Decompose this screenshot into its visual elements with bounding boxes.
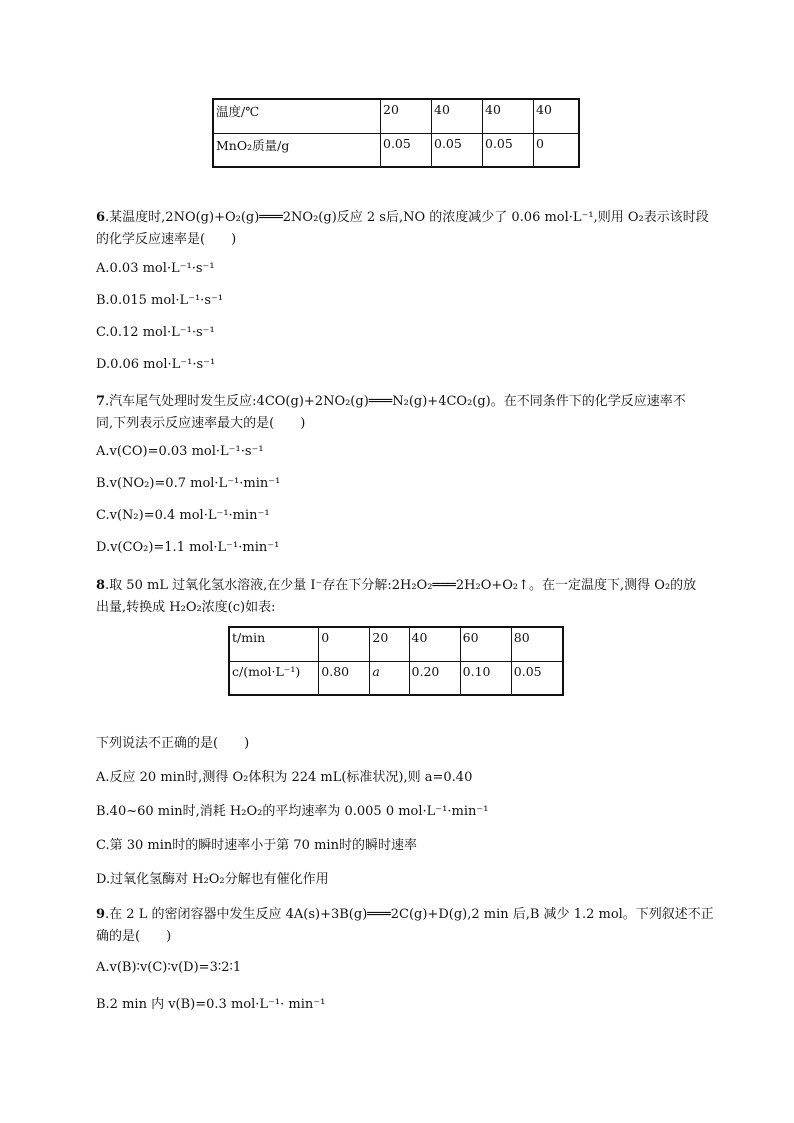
question-number: 8 bbox=[96, 578, 106, 593]
q9-stem-line2: 确的是( ) bbox=[96, 929, 172, 944]
q9-stem-line1 bbox=[96, 903, 714, 922]
q7-option-c: C.v(N₂)=0.4 mol·L⁻¹·min⁻¹ bbox=[96, 508, 270, 523]
table-cell: 20 bbox=[370, 627, 409, 661]
q9-stem-text: .在 2 L 的密闭容器中发生反应 4A(s)+3B(g)═══2C(g)+D(g),2 min 后,B 减少 1.2 mol。下列叙述不正 bbox=[105, 907, 714, 922]
table-cell: a bbox=[370, 661, 409, 695]
q6-option-c: C.0.12 mol·L⁻¹·s⁻¹ bbox=[96, 325, 215, 340]
table-cell: 80 bbox=[511, 627, 563, 661]
question-number: 7 bbox=[96, 394, 106, 409]
q7-option-b: B.v(NO₂)=0.7 mol·L⁻¹·min⁻¹ bbox=[96, 476, 281, 491]
table-cell: 0.05 bbox=[483, 133, 534, 167]
q6-stem-text: .某温度时,2NO(g)+O₂(g)═══2NO₂(g)反应 2 s后,NO 的浓度减少了 0.06 mol·L⁻¹,则用 O₂表示该时段 bbox=[105, 210, 709, 225]
q8-option-d: D.过氧化氢酶对 H₂O₂分解也有催化作用 bbox=[96, 872, 329, 887]
table-cell: 40 bbox=[483, 99, 534, 133]
table-row bbox=[213, 133, 579, 167]
temperature-mno2-table bbox=[212, 98, 580, 168]
q8-question: 下列说法不正确的是( ) bbox=[96, 736, 250, 751]
table-cell: 40 bbox=[432, 99, 483, 133]
table-cell: 60 bbox=[460, 627, 511, 661]
table-cell: 20 bbox=[381, 99, 432, 133]
q6-stem-line2: 的化学反应速率是( ) bbox=[96, 232, 237, 247]
q7-option-a: A.v(CO)=0.03 mol·L⁻¹·s⁻¹ bbox=[96, 444, 264, 459]
table-cell: 0.05 bbox=[432, 133, 483, 167]
q7-stem-text: .汽车尾气处理时发生反应:4CO(g)+2NO₂(g)═══N₂(g)+4CO₂(g)。在不同条件下的化学反应速率不 bbox=[105, 394, 686, 409]
q6-option-b: B.0.015 mol·L⁻¹·s⁻¹ bbox=[96, 293, 224, 308]
q9-option-a: A.v(B)∶v(C)∶v(D)=3∶2∶1 bbox=[96, 960, 242, 975]
q8-option-a: A.反应 20 min时,测得 O₂体积为 224 mL(标准状况),则 a=0.40 bbox=[96, 770, 473, 785]
table-cell: t/min bbox=[229, 627, 319, 661]
q6-option-a: A.0.03 mol·L⁻¹·s⁻¹ bbox=[96, 261, 215, 276]
q8-option-c: C.第 30 min时的瞬时速率小于第 70 min时的瞬时速率 bbox=[96, 838, 417, 853]
q6-stem-line1 bbox=[96, 206, 709, 225]
table-cell: 40 bbox=[534, 99, 580, 133]
question-number: 9 bbox=[96, 907, 106, 922]
table-cell: 40 bbox=[409, 627, 460, 661]
q8-stem-line1 bbox=[96, 574, 696, 593]
table-cell: MnO₂质量/g bbox=[213, 133, 381, 167]
table-row bbox=[229, 661, 563, 695]
table-cell: c/(mol·L⁻¹) bbox=[229, 661, 319, 695]
table-row bbox=[213, 99, 579, 133]
table-cell: 0.05 bbox=[381, 133, 432, 167]
table-cell: 0.20 bbox=[409, 661, 460, 695]
q7-stem-line1 bbox=[96, 390, 686, 409]
table-cell: 0.05 bbox=[511, 661, 563, 695]
q6-option-d: D.0.06 mol·L⁻¹·s⁻¹ bbox=[96, 357, 216, 372]
q7-stem-line2: 同,下列表示反应速率最大的是( ) bbox=[96, 416, 306, 431]
table-cell: 0.80 bbox=[319, 661, 370, 695]
q9-option-b: B.2 min 内 v(B)=0.3 mol·L⁻¹· min⁻¹ bbox=[96, 997, 326, 1012]
table-cell: 0 bbox=[534, 133, 580, 167]
table-cell: 0.10 bbox=[460, 661, 511, 695]
table-cell: 0 bbox=[319, 627, 370, 661]
h2o2-concentration-table bbox=[228, 626, 564, 696]
q7-option-d: D.v(CO₂)=1.1 mol·L⁻¹·min⁻¹ bbox=[96, 540, 280, 555]
q8-option-b: B.40~60 min时,消耗 H₂O₂的平均速率为 0.005 0 mol·L⁻¹·min⁻¹ bbox=[96, 804, 489, 819]
question-number: 6 bbox=[96, 210, 106, 225]
q8-stem-line2: 出量,转换成 H₂O₂浓度(c)如表: bbox=[96, 600, 276, 615]
q8-stem-text: .取 50 mL 过氧化氢水溶液,在少量 I⁻存在下分解:2H₂O₂═══2H₂O+O₂↑。在一定温度下,测得 O₂的放 bbox=[105, 578, 697, 593]
table-row bbox=[229, 627, 563, 661]
table-cell: 温度/℃ bbox=[213, 99, 381, 133]
